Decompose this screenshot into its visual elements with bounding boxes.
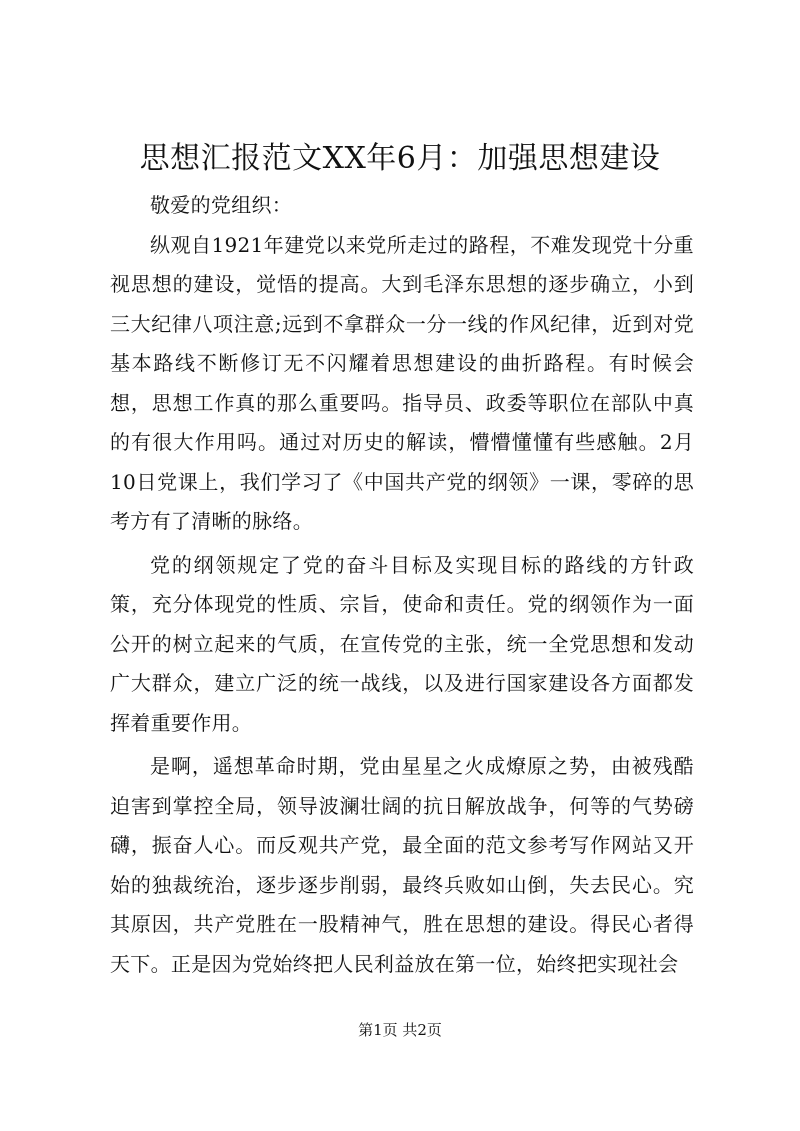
salutation: 敬爱的党组织： [150,193,293,217]
document-title: 思想汇报范文XX年6月：加强思想建设 [139,141,661,176]
page-footer: 第1页 共2页 [358,1021,442,1039]
paragraph-1: 纵观自1921年建党以来党所走过的路程，不难发现党十分重视思想的建设，觉悟的提高。大到毛泽东思想的逐步确立，小到三大纪律八项注意;远到不拿群众一分一线的作风纪律，近到对党基本路线不断修订无不闪耀着思想建设的曲折路程。有时候会想，思想工作真的那么重要吗。指导员、政委等职位在部队中真的有很大作用吗。通过对历史的解读，懵懵懂懂有些感触。2月10日党课上，我们学习了《中国共产党的纲领》一课，零碎的思考方有了清晰的脉络。 [110,232,694,533]
paragraph-3: 是啊，遥想革命时期，党由星星之火成燎原之势，由被残酷迫害到掌控全局，领导波澜壮阔的抗日解放战争，何等的气势磅礴，振奋人心。而反观共产党，最全面的范文参考写作网站又开始的独裁统治，逐步逐步削弱，最终兵败如山倒，失去民心。究其原因，共产党胜在一股精神气，胜在思想的建设。得民心者得天下。正是因为党始终把人民利益放在第一位，始终把实现社会 [110,754,694,976]
document-body [110,186,694,984]
paragraph-2: 党的纲领规定了党的奋斗目标及实现目标的路线的方针政策，充分体现党的性质、宗旨，使命和责任。党的纲领作为一面公开的树立起来的气质，在宣传党的主张，统一全党思想和发动广大群众，建立广泛的统一战线，以及进行国家建设各方面都发挥着重要作用。 [110,552,694,735]
